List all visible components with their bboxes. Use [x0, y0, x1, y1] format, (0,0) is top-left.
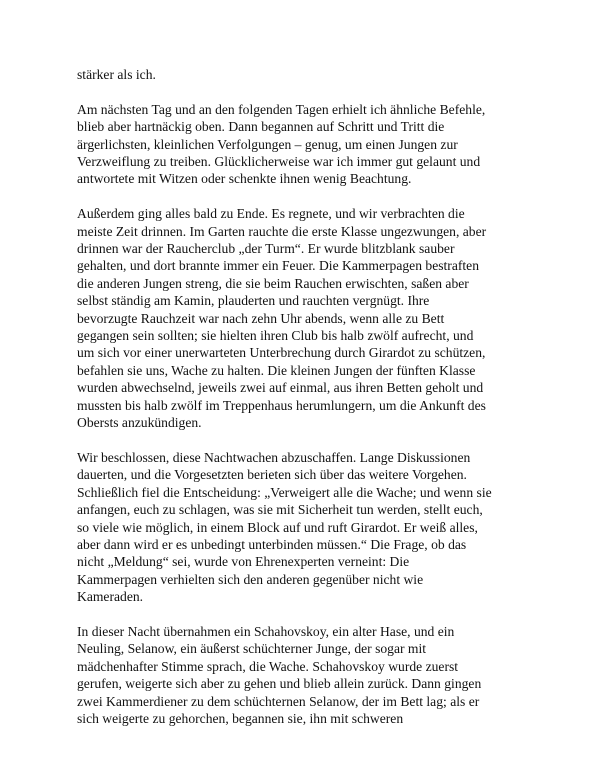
text-line: gegangen sein sollten; sie hielten ihren Club bis halb zwölf aufrecht, und — [77, 328, 474, 344]
text-line: dauerten, und die Vorgesetzten berieten sich über das weitere Vorgehen. — [77, 467, 467, 483]
text-line: In dieser Nacht übernahmen ein Schahovskoy, ein alter Hase, und ein — [77, 623, 455, 639]
text-line: Obersts anzukündigen. — [77, 415, 202, 431]
text-line: Am nächsten Tag und an den folgenden Tagen erhielt ich ähnliche Befehle, — [77, 101, 486, 117]
text-line: selbst ständig am Kamin, plauderten und rauchten vergnügt. Ihre — [77, 293, 430, 309]
text-line: antwortete mit Witzen oder schenkte ihnen wenig Beachtung. — [77, 171, 412, 187]
text-line: zwei Kammerdiener zu dem schüchternen Selanow, der im Bett lag; als er — [77, 693, 480, 709]
text-line: stärker als ich. — [77, 67, 156, 82]
text-line: drinnen war der Raucherclub „der Turm“. Er wurde blitzblank sauber — [77, 241, 455, 257]
text-line: ärgerlichsten, kleinlichen Verfolgungen – genug, um einen Jungen zur — [77, 136, 458, 152]
text-line: Wir beschlossen, diese Nachtwachen abzuschaffen. Lange Diskussionen — [77, 449, 471, 465]
text-line: Kammerpagen verhielten sich den anderen gegenüber nicht wie — [77, 571, 424, 587]
paragraph-2 — [77, 101, 553, 188]
text-line: gehalten, und dort brannte immer ein Feuer. Die Kammerpagen bestraften — [77, 258, 480, 274]
text-line: Schließlich fiel die Entscheidung: „Verweigert alle die Wache; und wenn sie — [77, 484, 492, 500]
text-line: nicht „Meldung“ sei, wurde von Ehrenexperten verneint: Die — [77, 554, 410, 570]
text-line: Kameraden. — [77, 589, 144, 605]
text-line: befahlen sie uns, Wache zu halten. Die kleinen Jungen der fünften Klasse — [77, 362, 476, 378]
text-line: bevorzugte Rauchzeit war nach zehn Uhr abends, wenn alle zu Bett — [77, 310, 445, 326]
text-line: gerufen, weigerte sich aber zu gehen und blieb allein zurück. Dann gingen — [77, 676, 482, 692]
text-line: meiste Zeit drinnen. Im Garten rauchte die erste Klasse ungezwungen, aber — [77, 223, 487, 239]
paragraph-3 — [77, 205, 553, 431]
text-line: mussten bis halb zwölf im Treppenhaus herumlungern, um die Ankunft des — [77, 397, 486, 413]
text-line: wurden abwechselnd, jeweils zwei auf einmal, aus ihren Betten geholt und — [77, 380, 484, 396]
text-line: um sich vor einer unerwarteten Unterbrechung durch Girardot zu schützen, — [77, 345, 486, 361]
paragraph-4 — [77, 449, 553, 606]
text-line: aber dann wird er es unbedingt unterbinden müssen.“ Die Frage, ob das — [77, 536, 467, 552]
text-line: Verzweiflung zu treiben. Glücklicherweise war ich immer gut gelaunt und — [77, 154, 481, 170]
text-line: mädchenhafter Stimme sprach, die Wache. Schahovskoy wurde zuerst — [77, 658, 459, 674]
paragraph-5 — [77, 623, 553, 727]
text-line: anfangen, euch zu schlagen, was sie mit Sicherheit tun werden, stellt euch, — [77, 502, 483, 518]
text-line: Neuling, Selanow, ein äußerst schüchterner Junge, der sogar mit — [77, 641, 427, 657]
paragraph-1 — [77, 66, 553, 83]
text-line: die anderen Jungen streng, die sie beim Rauchen erwischten, saßen aber — [77, 275, 469, 291]
document-page — [77, 66, 553, 745]
text-line: blieb aber hartnäckig oben. Dann begannen auf Schritt und Tritt die — [77, 119, 445, 135]
text-line: sich weigerte zu gehorchen, begannen sie, ihn mit schweren — [77, 710, 404, 726]
text-line: Außerdem ging alles bald zu Ende. Es regnete, und wir verbrachten die — [77, 206, 465, 222]
text-line: so viele wie möglich, in einem Block auf und ruft Girardot. Er weiß alles, — [77, 519, 478, 535]
